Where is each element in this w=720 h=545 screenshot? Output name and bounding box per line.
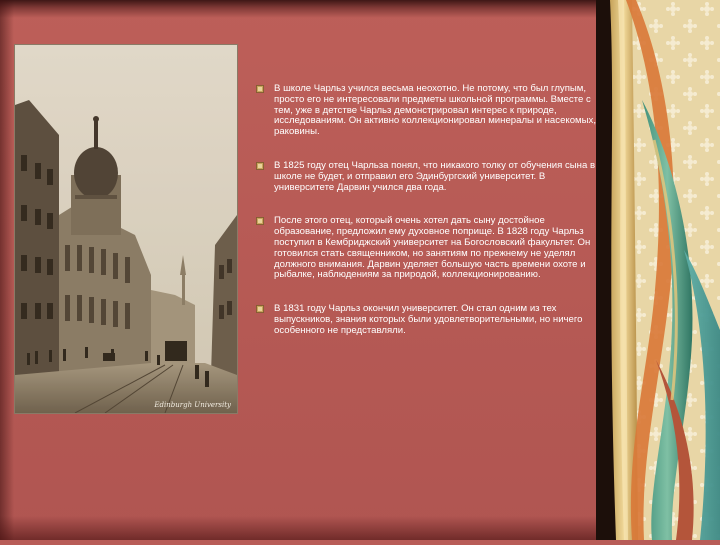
bullet-text: В 1825 году отец Чарльза понял, что никакого толку от обучения сына в школе не будет, и отправил его Эдинбургский университет. В университете Дарвин учился два года. bbox=[274, 159, 596, 193]
left-shadow bbox=[0, 0, 14, 540]
bullet-square-icon bbox=[256, 162, 264, 170]
bullet-text: В 1831 году Чарльз окончил университет. Он стал одним из тех выпускников, знания которых были удовлетворительными, но ничего особенного не представляли. bbox=[274, 303, 583, 336]
bullet-square-icon bbox=[256, 85, 264, 93]
photo-caption: Edinburgh University bbox=[154, 401, 231, 409]
decorative-border bbox=[596, 0, 720, 540]
bullet-item bbox=[256, 304, 598, 336]
bullet-square-icon bbox=[256, 305, 264, 313]
bullet-text: В школе Чарльз учился весьма неохотно. Не потому, что был глупым, просто его не интересовали предметы школьной программы. Вместе с тем, уже в детстве Чарльз демонстрировал интерес к природе, исследованиям. Он активно коллекционировал минералы и насекомых, раковины. bbox=[274, 83, 596, 138]
bullet-square-icon bbox=[256, 217, 264, 225]
edinburgh-university-photo bbox=[14, 44, 238, 414]
bullet-item bbox=[256, 84, 598, 138]
bullet-list bbox=[256, 84, 598, 360]
street-photo-art bbox=[15, 45, 237, 413]
bullet-item bbox=[256, 216, 598, 281]
decorative-border-art bbox=[596, 0, 720, 540]
bullet-item bbox=[256, 161, 598, 193]
bullet-text: После этого отец, который очень хотел дать сыну достойное образование, предложил ему духовное поприще. В 1828 году Чарльз поступил в Кембриджский университет на Богословский факультет. Он готовился стать священником, но занятиям по прежнему не уделял должного внимания. Дарвин уделяет большую часть времени охоте и рыбалке, наблюдениям за природой, коллекционированию. bbox=[274, 215, 591, 281]
